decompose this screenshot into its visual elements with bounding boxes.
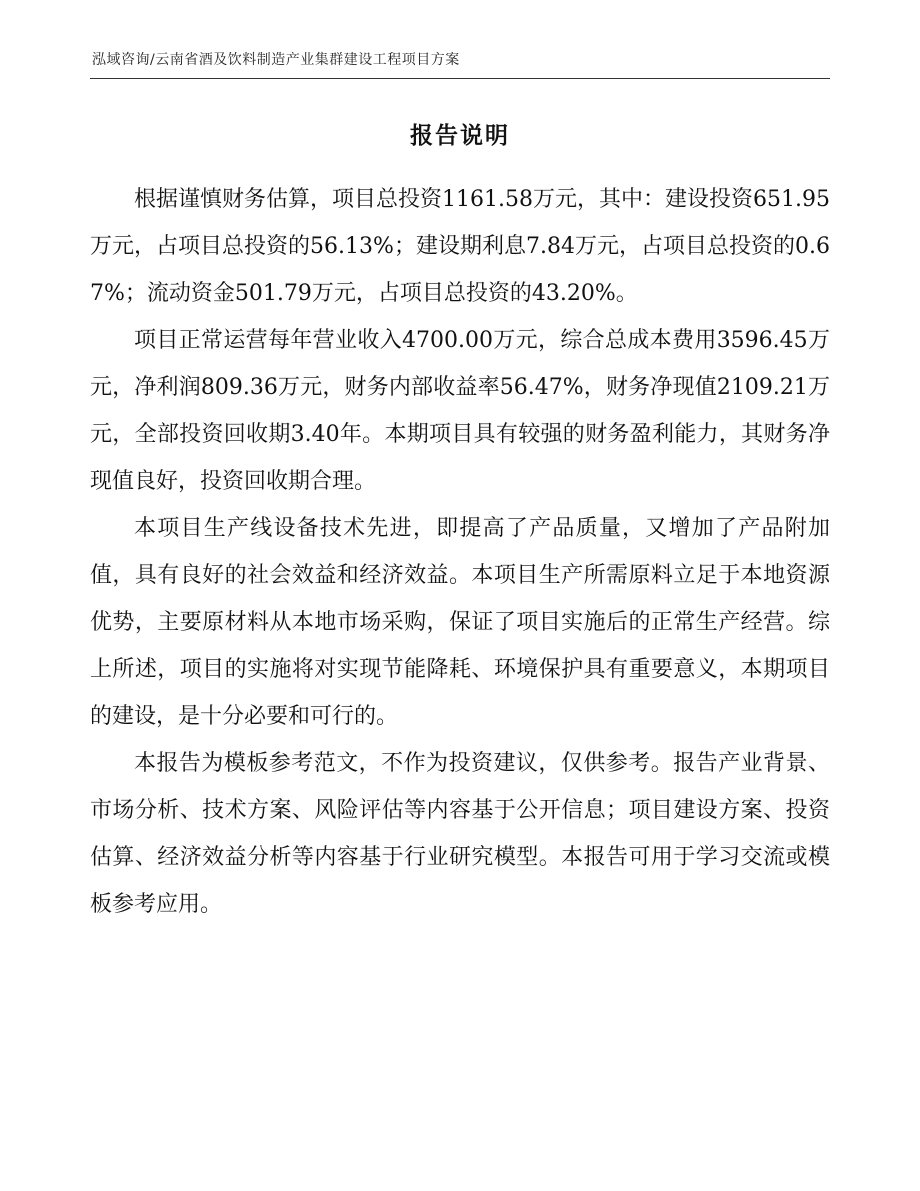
paragraph-investment: 根据谨慎财务估算，项目总投资1161.58万元，其中：建设投资651.95万元，占项目总投资的56.13%；建设期利息7.84万元，占项目总投资的0.67%；流动资金501.79万元，占项目总投资的43.20%。 <box>90 187 830 306</box>
paragraph-financials: 项目正常运营每年营业收入4700.00万元，综合总成本费用3596.45万元，净利润809.36万元，财务内部收益率56.47%，财务净现值2109.21万元，全部投资回收期3.40年。本期项目具有较强的财务盈利能力，其财务净现值良好，投资回收期合理。 <box>90 328 830 494</box>
paragraph-disclaimer: 本报告为模板参考范文，不作为投资建议，仅供参考。报告产业背景、市场分析、技术方案、风险评估等内容基于公开信息；项目建设方案、投资估算、经济效益分析等内容基于行业研究模型。本报告可用于学习交流或模板参考应用。 <box>90 751 830 917</box>
report-body <box>90 176 830 928</box>
header-divider <box>90 78 830 79</box>
paragraph-benefits: 本项目生产线设备技术先进，即提高了产品质量，又增加了产品附加值，具有良好的社会效益和经济效益。本项目生产所需原料立足于本地资源优势，主要原材料从本地市场采购，保证了项目实施后的正常生产经营。综上所述，项目的实施将对实现节能降耗、环境保护具有重要意义，本期项目的建设，是十分必要和可行的。 <box>90 516 830 729</box>
page-title: 报告说明 <box>410 123 510 149</box>
running-header: 泓域咨询/云南省酒及饮料制造产业集群建设工程项目方案 <box>92 52 460 68</box>
